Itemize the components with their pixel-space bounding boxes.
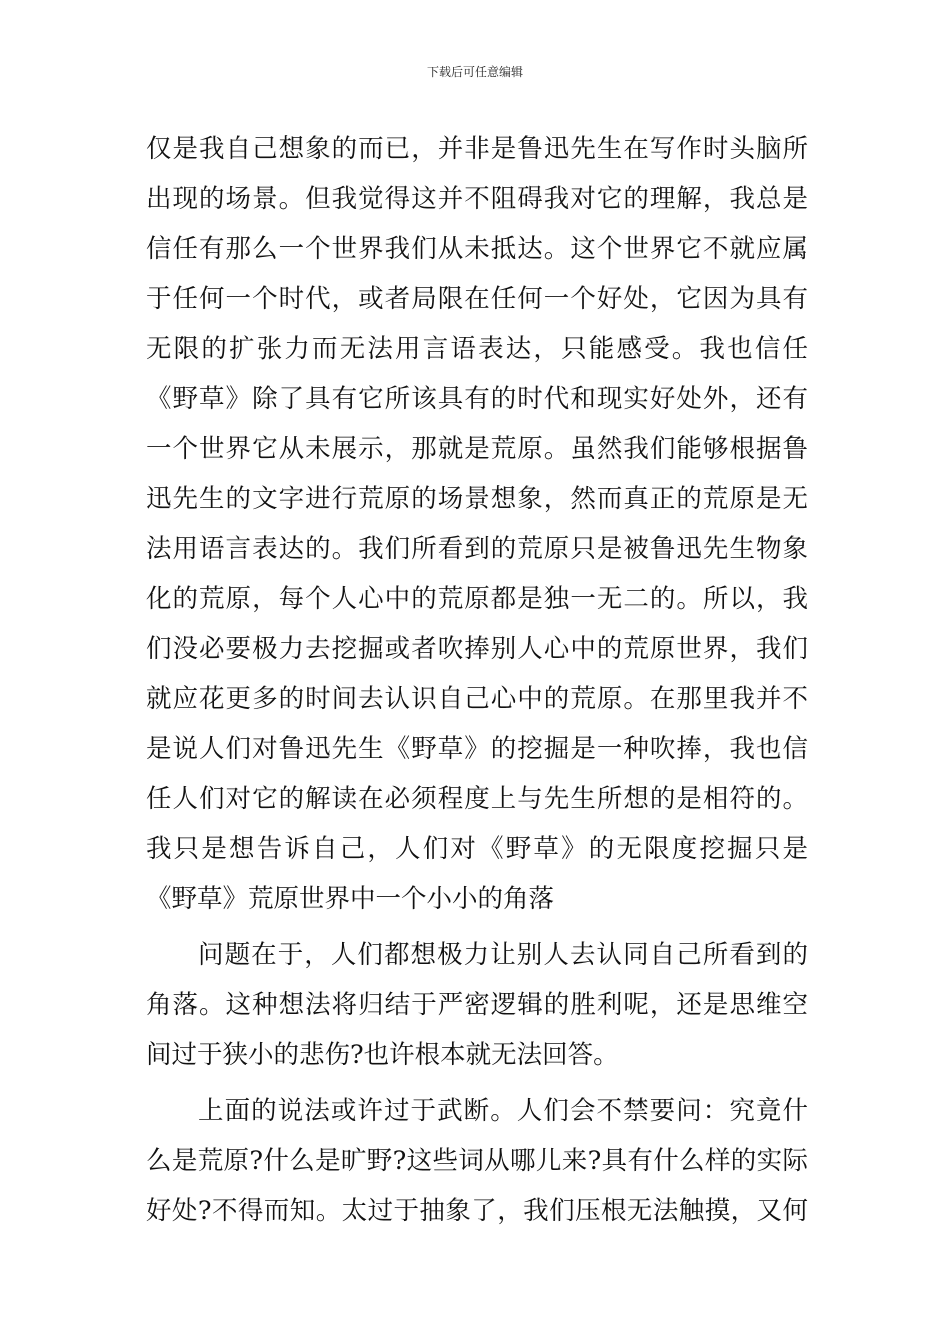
text-line: 问题在于，人们都想极力让别人去认同自己所看到的 xyxy=(198,940,808,970)
text-line: 化的荒原，每个人心中的荒原都是独一无二的。所以，我 xyxy=(146,584,808,614)
text-line: 好处?不得而知。太过于抽象了，我们压根无法触摸，又何 xyxy=(146,1196,808,1226)
text-line: 任人们对它的解读在必须程度上与先生所想的是相符的。 xyxy=(146,784,808,814)
text-line: 们没必要极力去挖掘或者吹捧别人心中的荒原世界，我们 xyxy=(146,634,808,664)
text-line: 无限的扩张力而无法用言语表达，只能感受。我也信任 xyxy=(146,334,808,364)
paragraph-2 xyxy=(146,930,808,1080)
text-line: 法用语言表达的。我们所看到的荒原只是被鲁迅先生物象 xyxy=(146,534,808,564)
text-line: 迅先生的文字进行荒原的场景想象，然而真正的荒原是无 xyxy=(146,484,808,514)
paragraph-1 xyxy=(146,124,808,924)
text-line: 出现的场景。但我觉得这并不阻碍我对它的理解，我总是 xyxy=(146,184,808,214)
text-line: 于任何一个时代，或者局限在任何一个好处，它因为具有 xyxy=(146,284,808,314)
text-line: 角落。这种想法将归结于严密逻辑的胜利呢，还是思维空 xyxy=(146,990,808,1020)
text-line: 就应花更多的时间去认识自己心中的荒原。在那里我并不 xyxy=(146,684,808,714)
page-header: 下载后可任意编辑 xyxy=(426,65,523,79)
text-line: 么是荒原?什么是旷野?这些词从哪儿来?具有什么样的实际 xyxy=(146,1146,808,1176)
document-body xyxy=(146,124,808,1236)
text-line: 《野草》除了具有它所该具有的时代和现实好处外，还有 xyxy=(146,384,808,414)
text-line: 我只是想告诉自己，人们对《野草》的无限度挖掘只是 xyxy=(146,834,808,864)
text-line: 间过于狭小的悲伤?也许根本就无法回答。 xyxy=(146,1040,619,1070)
text-line: 信任有那么一个世界我们从未抵达。这个世界它不就应属 xyxy=(146,234,808,264)
text-line: 是说人们对鲁迅先生《野草》的挖掘是一种吹捧，我也信 xyxy=(146,734,808,764)
text-line: 一个世界它从未展示，那就是荒原。虽然我们能够根据鲁 xyxy=(146,434,808,464)
text-line: 上面的说法或许过于武断。人们会不禁要问：究竟什 xyxy=(198,1096,808,1126)
text-line: 仅是我自己想象的而已，并非是鲁迅先生在写作时头脑所 xyxy=(146,134,808,164)
text-line: 《野草》荒原世界中一个小小的角落 xyxy=(146,884,555,914)
paragraph-3 xyxy=(146,1086,808,1236)
